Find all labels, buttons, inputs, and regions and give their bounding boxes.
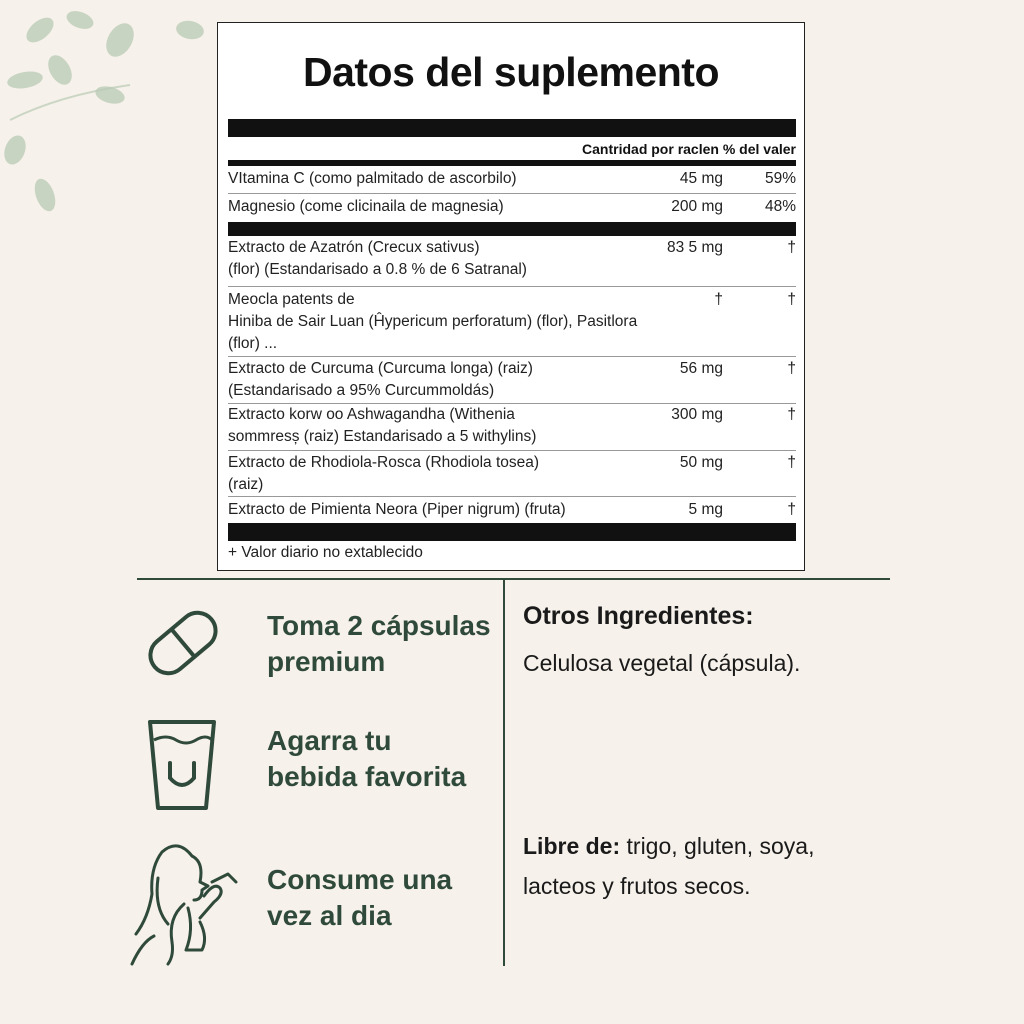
daily-value-footnote: + Valor diario no extablecido [228, 544, 423, 561]
row-divider [228, 356, 796, 357]
other-ingredients-text: Celulosa vegetal (cápsula). [523, 650, 801, 676]
step-consume-daily: Consume una vez al dia [267, 864, 453, 931]
other-ingredients-heading: Otros Ingredientes: [523, 602, 754, 630]
woman-drinking-icon [128, 838, 248, 968]
thick-divider [228, 222, 796, 236]
section-divider-horizontal [137, 578, 890, 580]
thick-divider [228, 523, 796, 541]
section-divider-vertical [503, 578, 505, 966]
allergen-free-label: Libre de: [523, 833, 621, 859]
panel-title: Datos del suplemento [302, 49, 719, 95]
eucalyptus-leaves-decoration [0, 0, 230, 230]
capsule-icon [138, 600, 228, 686]
thick-divider [228, 119, 796, 137]
row-divider [228, 286, 796, 287]
step-grab-drink: Agarra tu bebida favorita [267, 725, 467, 792]
supplement-facts-panel: Datos del suplemento Cantridad por raclen % del valer VItamina C (como palmitado de ascorbilo) 45 mg 59% Magnesio (come clicinaila de magnesia) 200 mg 48% Extracto de Azatrón (Crecux sativus) (flor) (Estandarisado a 0.8 % de 6 Satranal) 83 5 mg † Meocla patents de Hiniba de Sair Luan (Ĥypericum perforatum) (flor), Pasitlora (flor) ... † † Extracto de Curcuma (Curcuma longa) (raiz) (Estandarisado a 95% Curcummoldás) 56 mg † Extracto korw oo Ashwagandha (Withenia sommresș (raiz) Estandarisado a 5 withylins) 300 mg † Extracto de Rhodiola-Rosca (Rhodiola tosea) (raiz) 50 mg † Extracto de Pimienta Neora (Piper nigrum) (fruta) 5 mg † + Valor diario no extablecido [217, 22, 805, 571]
row-divider [228, 193, 796, 194]
amount-header: Cantridad por raclen % del valer [582, 141, 796, 157]
thick-divider [228, 160, 796, 166]
glass-icon [146, 718, 218, 812]
row-divider [228, 496, 796, 497]
step-take-capsules: Toma 2 cápsulas premium [267, 610, 491, 677]
allergen-free-text: trigo, gluten, soya, lacteos y frutos secos. [523, 833, 815, 899]
row-divider [228, 450, 796, 451]
allergen-free-statement [523, 826, 883, 906]
